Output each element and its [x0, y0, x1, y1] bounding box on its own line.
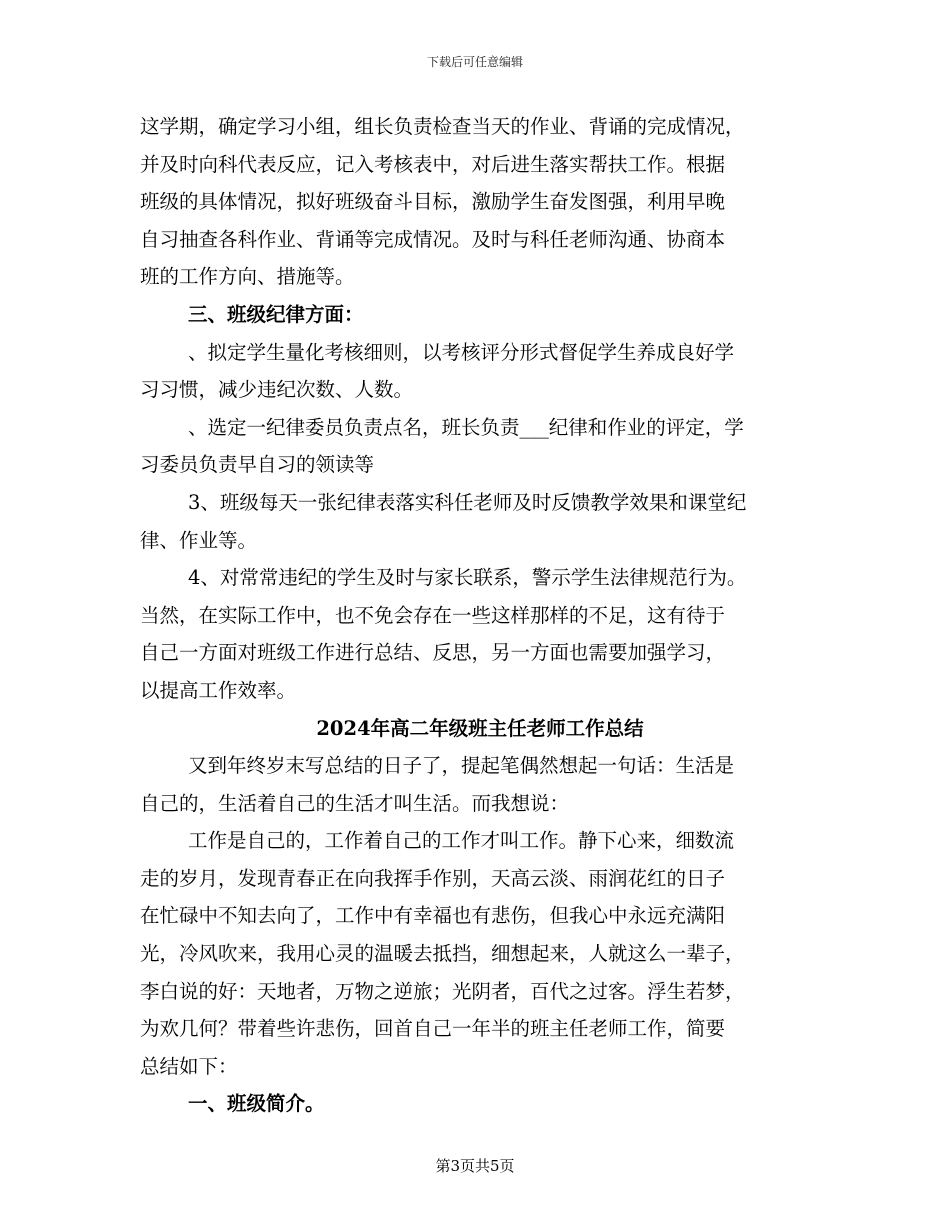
paragraph-line: 班的工作方向、措施等。: [140, 265, 355, 289]
paragraph-line: 3、班级每天一张纪律表落实科任老师及时反馈教学效果和课堂纪: [188, 490, 747, 514]
paragraph-line: 习习惯，减少违纪次数、人数。: [140, 378, 414, 402]
paragraph-line: 、选定一纪律委员负责点名，班长负责___纪律和作业的评定，学: [188, 415, 744, 439]
paragraph-line: 班级的具体情况，拟好班级奋斗目标，激励学生奋发图强，利用早晚: [140, 190, 726, 214]
paragraph-line: 光，冷风吹来，我用心灵的温暖去抵挡，细想起来，人就这么一辈子，: [140, 942, 745, 966]
paragraph-line: 为欢几何？带着些许悲伤，回首自己一年半的班主任老师工作，简要: [140, 1017, 726, 1041]
paragraph-line: 这学期，确定学习小组，组长负责检查当天的作业、背诵的完成情况，: [140, 115, 745, 138]
paragraph-line: 当然，在实际工作中，也不免会存在一些这样那样的不足，这有待于: [140, 603, 726, 627]
section-heading-class-intro: 一、班级简介。: [188, 1092, 325, 1116]
paragraph-line: 律、作业等。: [140, 528, 258, 552]
paragraph-line: 又到年终岁末写总结的日子了，提起笔偶然想起一句话：生活是: [188, 754, 735, 778]
paragraph-line: 总结如下：: [140, 1054, 238, 1078]
document-title: 2024年高二年级班主任老师工作总结: [316, 716, 644, 740]
paragraph-line: 自己的，生活着自己的生活才叫生活。而我想说：: [140, 791, 570, 815]
paragraph-line: 走的岁月，发现青春正在向我挥手作别，天高云淡、雨润花红的日子: [140, 866, 726, 890]
paragraph-line: 习委员负责早自习的领读等: [140, 453, 375, 477]
paragraph-line: 在忙碌中不知去向了，工作中有幸福也有悲伤，但我心中永远充满阳: [140, 904, 726, 928]
paragraph-line: 自己一方面对班级工作进行总结、反思，另一方面也需要加强学习，: [140, 641, 726, 665]
paragraph-line: 4、对常常违纪的学生及时与家长联系，警示学生法律规范行为。: [188, 566, 747, 590]
paragraph-line: 工作是自己的，工作着自己的工作才叫工作。静下心来，细数流: [188, 829, 735, 853]
document-body: [140, 108, 820, 1123]
section-heading-discipline: 三、班级纪律方面：: [188, 302, 364, 326]
page-header-note: 下载后可任意编辑: [426, 55, 523, 69]
page-number: 第3页共5页: [435, 1157, 515, 1175]
paragraph-line: 李白说的好：天地者，万物之逆旅；光阴者，百代之过客。浮生若梦，: [140, 979, 745, 1003]
paragraph-line: 、拟定学生量化考核细则，以考核评分形式督促学生养成良好学: [188, 340, 735, 364]
paragraph-line: 以提高工作效率。: [140, 678, 297, 702]
paragraph-line: 并及时向科代表反应，记入考核表中，对后进生落实帮扶工作。根据: [140, 152, 726, 176]
paragraph-line: 自习抽查各科作业、背诵等完成情况。及时与科任老师沟通、协商本: [140, 227, 726, 251]
